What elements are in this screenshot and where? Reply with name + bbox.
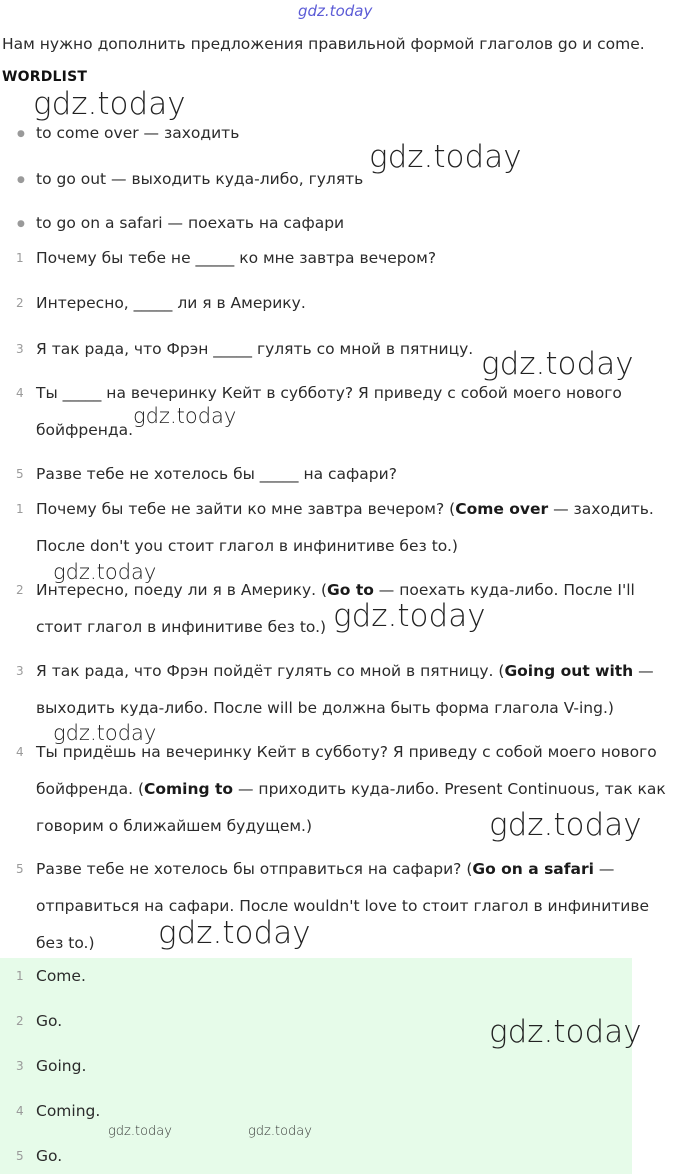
wordlist-title: WORDLIST bbox=[2, 69, 88, 85]
watermark: gdz.today bbox=[33, 86, 186, 122]
watermark: gdz.today bbox=[489, 1014, 642, 1050]
bullet-icon: ● bbox=[17, 175, 25, 185]
watermark: gdz.today bbox=[248, 1124, 312, 1139]
intro-text: Нам нужно дополнить предложения правильной формой глаголов go и come. bbox=[2, 35, 645, 53]
watermark: gdz.today bbox=[298, 2, 373, 20]
watermark: gdz.today bbox=[53, 721, 157, 745]
bullet-icon: ● bbox=[17, 219, 25, 229]
watermark: gdz.today bbox=[108, 1124, 172, 1139]
watermark: gdz.today bbox=[133, 404, 237, 428]
bullet-icon: ● bbox=[17, 129, 25, 139]
watermark: gdz.today bbox=[489, 807, 642, 843]
watermark: gdz.today bbox=[481, 346, 634, 382]
watermark: gdz.today bbox=[53, 560, 157, 584]
watermark: gdz.today bbox=[369, 139, 522, 175]
watermark: gdz.today bbox=[333, 598, 486, 634]
watermark: gdz.today bbox=[158, 915, 311, 951]
